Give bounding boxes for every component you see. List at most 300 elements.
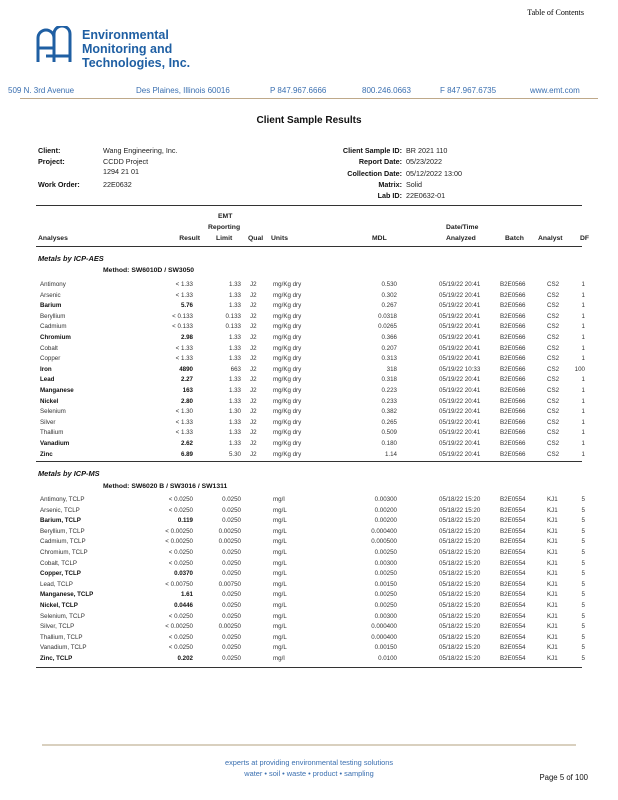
project-label: Project: bbox=[38, 157, 65, 166]
dilution-factor: 5 bbox=[581, 538, 585, 546]
table-row bbox=[0, 440, 618, 451]
matrix-label: Matrix: bbox=[378, 180, 402, 189]
reporting-limit: 1.33 bbox=[228, 418, 241, 426]
reporting-limit: 1.33 bbox=[228, 302, 241, 310]
table-row bbox=[0, 623, 618, 634]
col-datetime-1: Date/Time bbox=[446, 224, 479, 231]
result-value: < 1.33 bbox=[175, 281, 193, 288]
reporting-limit: 1.33 bbox=[228, 291, 241, 299]
emt-logo-icon bbox=[34, 26, 76, 66]
result-value: 0.0370 bbox=[174, 570, 193, 578]
footer-divider bbox=[42, 744, 576, 746]
reporting-limit: 1.33 bbox=[228, 281, 241, 288]
batch-id: B2E0554 bbox=[500, 506, 526, 514]
analyzed-datetime: 05/19/22 20:41 bbox=[439, 312, 481, 320]
mdl-value: 0.00200 bbox=[374, 517, 397, 525]
result-value: 0.119 bbox=[177, 517, 193, 525]
analyst-id: KJ1 bbox=[547, 633, 558, 641]
mdl-value: 318 bbox=[386, 365, 397, 373]
result-value: 0.202 bbox=[177, 655, 193, 662]
analyte-name: Silver bbox=[40, 418, 56, 426]
table-row bbox=[0, 507, 618, 518]
mdl-value: 0.0265 bbox=[378, 323, 397, 331]
analyzed-datetime: 05/18/22 15:20 bbox=[439, 559, 481, 567]
units: mg/L bbox=[273, 623, 287, 631]
qualifier: J2 bbox=[250, 376, 257, 384]
dilution-factor: 5 bbox=[581, 633, 585, 641]
units: mg/L bbox=[273, 538, 287, 546]
analyzed-datetime: 05/19/22 20:41 bbox=[439, 387, 481, 394]
units: mg/Kg dry bbox=[273, 387, 302, 394]
units: mg/Kg dry bbox=[273, 440, 302, 447]
dilution-factor: 1 bbox=[581, 323, 585, 331]
analyte-name: Arsenic, TCLP bbox=[40, 506, 80, 514]
analyte-name: Antimony bbox=[40, 281, 66, 288]
batch-id: B2E0566 bbox=[500, 344, 526, 352]
col-rl-3: Limit bbox=[216, 235, 233, 242]
dilution-factor: 1 bbox=[581, 387, 585, 394]
qualifier: J2 bbox=[250, 397, 257, 405]
batch-id: B2E0566 bbox=[500, 323, 526, 331]
analyst-id: CS2 bbox=[547, 281, 560, 288]
analyzed-datetime: 05/19/22 20:41 bbox=[439, 440, 481, 447]
footer-services: water • soil • waste • product • sampling bbox=[244, 769, 374, 778]
batch-id: B2E0566 bbox=[500, 418, 526, 426]
collection-date-label: Collection Date: bbox=[347, 169, 402, 178]
work-order-value: 22E0632 bbox=[103, 180, 132, 189]
table-row bbox=[0, 355, 618, 366]
section-title: Metals by ICP-AES bbox=[38, 254, 104, 263]
analyst-id: KJ1 bbox=[547, 570, 558, 578]
result-value: < 0.00250 bbox=[165, 538, 193, 546]
reporting-limit: 0.0250 bbox=[222, 570, 241, 578]
analyte-name: Nickel, TCLP bbox=[40, 602, 78, 609]
analyzed-datetime: 05/18/22 15:20 bbox=[439, 580, 481, 588]
batch-id: B2E0566 bbox=[500, 312, 526, 320]
dilution-factor: 1 bbox=[581, 376, 585, 384]
analyte-name: Nickel bbox=[40, 397, 59, 405]
mdl-value: 0.00300 bbox=[374, 559, 397, 567]
analyzed-datetime: 05/19/22 20:41 bbox=[439, 334, 481, 341]
units: mg/Kg dry bbox=[273, 334, 302, 341]
analyzed-datetime: 05/18/22 15:20 bbox=[439, 570, 481, 578]
company-line-1: Environmental bbox=[82, 28, 169, 42]
dilution-factor: 1 bbox=[581, 429, 585, 437]
analyzed-datetime: 05/19/22 20:41 bbox=[439, 376, 481, 384]
table-row bbox=[0, 549, 618, 560]
mdl-value: 0.265 bbox=[381, 418, 397, 426]
reporting-limit: 0.0250 bbox=[222, 644, 241, 652]
batch-id: B2E0554 bbox=[500, 612, 526, 620]
dilution-factor: 5 bbox=[581, 506, 585, 514]
analyte-name: Manganese, TCLP bbox=[40, 591, 94, 599]
analyte-name: Vanadium bbox=[40, 440, 70, 447]
batch-id: B2E0566 bbox=[500, 281, 526, 288]
dilution-factor: 5 bbox=[581, 655, 585, 662]
units: mg/Kg dry bbox=[273, 418, 302, 426]
batch-id: B2E0566 bbox=[500, 302, 526, 310]
analyst-id: CS2 bbox=[547, 344, 560, 352]
result-value: 2.62 bbox=[180, 440, 193, 447]
analyzed-datetime: 05/19/22 20:41 bbox=[439, 408, 481, 416]
mdl-value: 0.366 bbox=[381, 334, 397, 341]
table-row bbox=[0, 591, 618, 602]
sample-id-value: BR 2021 110 bbox=[406, 146, 448, 155]
table-row bbox=[0, 560, 618, 571]
reporting-limit: 1.33 bbox=[228, 429, 241, 437]
dilution-factor: 5 bbox=[581, 591, 585, 599]
result-value: 0.0446 bbox=[174, 602, 193, 609]
mdl-value: 0.267 bbox=[381, 302, 397, 310]
table-row bbox=[0, 602, 618, 613]
analyzed-datetime: 05/19/22 20:41 bbox=[439, 418, 481, 426]
result-value: 6.89 bbox=[180, 450, 193, 458]
units: mg/L bbox=[273, 517, 287, 525]
table-row bbox=[0, 581, 618, 592]
result-value: < 0.00250 bbox=[165, 623, 193, 631]
dilution-factor: 1 bbox=[581, 450, 585, 458]
mdl-value: 0.223 bbox=[381, 387, 397, 394]
batch-id: B2E0554 bbox=[500, 570, 526, 578]
qualifier: J2 bbox=[250, 418, 257, 426]
dilution-factor: 1 bbox=[581, 334, 585, 341]
qualifier: J2 bbox=[250, 312, 257, 320]
analyte-name: Barium, TCLP bbox=[40, 517, 81, 525]
col-analyses: Analyses bbox=[38, 235, 68, 242]
analyst-id: CS2 bbox=[547, 312, 560, 320]
batch-id: B2E0554 bbox=[500, 655, 526, 662]
col-df: DF bbox=[580, 235, 590, 242]
report-date-label: Report Date: bbox=[358, 157, 402, 166]
batch-id: B2E0566 bbox=[500, 408, 526, 416]
batch-id: B2E0554 bbox=[500, 549, 526, 556]
mdl-value: 0.530 bbox=[381, 281, 397, 288]
qualifier: J2 bbox=[250, 440, 257, 447]
analyst-id: CS2 bbox=[547, 408, 560, 416]
client-value: Wang Engineering, Inc. bbox=[103, 146, 178, 155]
table-row bbox=[0, 451, 618, 462]
qualifier: J2 bbox=[250, 334, 257, 341]
qualifier: J2 bbox=[250, 355, 257, 363]
dilution-factor: 5 bbox=[581, 496, 585, 503]
mdl-value: 0.00250 bbox=[374, 602, 397, 609]
analyst-id: KJ1 bbox=[547, 602, 558, 609]
table-row bbox=[0, 398, 618, 409]
analyte-name: Copper, TCLP bbox=[40, 570, 81, 578]
analyst-id: CS2 bbox=[547, 323, 560, 331]
dilution-factor: 1 bbox=[581, 312, 585, 320]
result-value: 1.61 bbox=[180, 591, 193, 599]
result-value: < 0.00250 bbox=[165, 527, 193, 535]
analyzed-datetime: 05/19/22 20:41 bbox=[439, 323, 481, 331]
analyst-id: CS2 bbox=[547, 387, 560, 394]
qualifier: J2 bbox=[250, 302, 257, 310]
lab-id-label: Lab ID: bbox=[377, 191, 402, 200]
dilution-factor: 1 bbox=[581, 408, 585, 416]
page-title: Client Sample Results bbox=[256, 115, 362, 126]
company-line-2: Monitoring and bbox=[82, 42, 173, 56]
mdl-value: 0.382 bbox=[381, 408, 397, 416]
batch-id: B2E0566 bbox=[500, 376, 526, 384]
result-value: < 1.33 bbox=[175, 344, 193, 352]
col-batch: Batch bbox=[505, 235, 524, 242]
table-row bbox=[0, 387, 618, 398]
analyte-name: Manganese bbox=[40, 387, 74, 394]
units: mg/Kg dry bbox=[273, 302, 302, 310]
mdl-value: 0.00150 bbox=[374, 580, 397, 588]
units: mg/L bbox=[273, 559, 287, 567]
reporting-limit: 0.00250 bbox=[218, 623, 241, 631]
result-value: < 0.0250 bbox=[168, 633, 193, 641]
mdl-value: 0.000400 bbox=[371, 527, 397, 535]
units: mg/L bbox=[273, 580, 287, 588]
analyzed-datetime: 05/18/22 15:20 bbox=[439, 506, 481, 514]
result-value: < 1.30 bbox=[175, 408, 193, 416]
analyzed-datetime: 05/18/22 15:20 bbox=[439, 549, 481, 556]
analyst-id: CS2 bbox=[547, 365, 560, 373]
client-label: Client: bbox=[38, 146, 61, 155]
qualifier: J2 bbox=[250, 365, 257, 373]
batch-id: B2E0554 bbox=[500, 527, 526, 535]
units: mg/L bbox=[273, 644, 287, 652]
result-value: < 0.00750 bbox=[165, 580, 193, 588]
batch-id: B2E0554 bbox=[500, 644, 526, 652]
dilution-factor: 1 bbox=[581, 440, 585, 447]
analyzed-datetime: 05/18/22 15:20 bbox=[439, 612, 481, 620]
units: mg/Kg dry bbox=[273, 281, 302, 288]
reporting-limit: 0.0250 bbox=[222, 591, 241, 599]
dilution-factor: 5 bbox=[581, 580, 585, 588]
reporting-limit: 0.0250 bbox=[222, 559, 241, 567]
qualifier: J2 bbox=[250, 387, 257, 394]
analyzed-datetime: 05/19/22 20:41 bbox=[439, 302, 481, 310]
result-value: 2.80 bbox=[180, 397, 193, 405]
address-bar bbox=[0, 86, 618, 98]
result-value: < 1.33 bbox=[175, 291, 193, 299]
batch-id: B2E0554 bbox=[500, 517, 526, 525]
result-value: < 0.0250 bbox=[168, 559, 193, 567]
units: mg/Kg dry bbox=[273, 323, 302, 331]
analyte-name: Thallium bbox=[40, 429, 64, 437]
batch-id: B2E0554 bbox=[500, 496, 526, 503]
batch-id: B2E0554 bbox=[500, 591, 526, 599]
analyzed-datetime: 05/18/22 15:20 bbox=[439, 591, 481, 599]
analyzed-datetime: 05/18/22 15:20 bbox=[439, 644, 481, 652]
analyst-id: KJ1 bbox=[547, 527, 558, 535]
qualifier: J2 bbox=[250, 450, 257, 458]
reporting-limit: 0.0250 bbox=[222, 517, 241, 525]
analyzed-datetime: 05/18/22 15:20 bbox=[439, 602, 481, 609]
project-value: CCDD Project bbox=[103, 157, 149, 166]
table-row bbox=[0, 345, 618, 356]
dilution-factor: 5 bbox=[581, 623, 585, 631]
batch-id: B2E0566 bbox=[500, 450, 526, 458]
mdl-value: 0.00300 bbox=[374, 612, 397, 620]
method-line: Method: SW6020 B / SW3016 / SW1311 bbox=[103, 483, 228, 490]
analyte-name: Copper bbox=[40, 355, 61, 363]
table-row bbox=[0, 292, 618, 303]
units: mg/L bbox=[273, 591, 287, 599]
result-value: < 0.0250 bbox=[168, 549, 193, 556]
units: mg/Kg dry bbox=[273, 344, 302, 352]
reporting-limit: 0.0250 bbox=[222, 496, 241, 503]
reporting-limit: 1.33 bbox=[228, 440, 241, 447]
table-row bbox=[0, 323, 618, 334]
col-rl-2: Reporting bbox=[208, 224, 241, 231]
dilution-factor: 1 bbox=[581, 418, 585, 426]
dilution-factor: 5 bbox=[581, 517, 585, 525]
analyst-id: KJ1 bbox=[547, 612, 558, 620]
mdl-value: 0.00250 bbox=[374, 591, 397, 599]
units: mg/Kg dry bbox=[273, 376, 302, 384]
analyst-id: CS2 bbox=[547, 440, 560, 447]
units: mg/Kg dry bbox=[273, 312, 302, 320]
result-value: 4890 bbox=[179, 365, 193, 373]
analyzed-datetime: 05/19/22 20:41 bbox=[439, 450, 481, 458]
analyzed-datetime: 05/18/22 15:20 bbox=[439, 633, 481, 641]
mdl-value: 0.509 bbox=[381, 429, 397, 437]
company-line-3: Technologies, Inc. bbox=[82, 56, 191, 70]
collection-date-value: 05/12/2022 13:00 bbox=[406, 169, 462, 178]
analyst-id: KJ1 bbox=[547, 506, 558, 514]
analyte-name: Barium bbox=[40, 302, 62, 310]
col-units: Units bbox=[271, 235, 288, 242]
fax-number: F 847.967.6735 bbox=[440, 86, 497, 95]
units: mg/L bbox=[273, 633, 287, 641]
dilution-factor: 5 bbox=[581, 559, 585, 567]
reporting-limit: 1.33 bbox=[228, 397, 241, 405]
units: mg/Kg dry bbox=[273, 365, 302, 373]
analyte-name: Arsenic bbox=[40, 291, 61, 299]
project-number: 1294 21 01 bbox=[103, 167, 139, 176]
analyte-name: Zinc bbox=[40, 450, 53, 458]
reporting-limit: 1.33 bbox=[228, 334, 241, 341]
analyst-id: CS2 bbox=[547, 302, 560, 310]
table-row bbox=[0, 376, 618, 387]
header-rule bbox=[36, 246, 582, 247]
analyte-name: Cadmium, TCLP bbox=[40, 538, 86, 546]
analyte-name: Vanadium, TCLP bbox=[40, 644, 87, 652]
website-link[interactable]: www.emt.com bbox=[530, 86, 580, 95]
analyzed-datetime: 05/19/22 20:41 bbox=[439, 397, 481, 405]
qualifier: J2 bbox=[250, 291, 257, 299]
page-number: Page 5 of 100 bbox=[539, 773, 588, 782]
result-value: < 0.0250 bbox=[168, 612, 193, 620]
analyst-id: KJ1 bbox=[547, 538, 558, 546]
result-value: < 0.0250 bbox=[168, 506, 193, 514]
units: mg/l bbox=[273, 496, 285, 503]
units: mg/Kg dry bbox=[273, 408, 302, 416]
col-result: Result bbox=[179, 235, 200, 242]
col-mdl: MDL bbox=[372, 235, 387, 242]
units: mg/Kg dry bbox=[273, 355, 302, 363]
dilution-factor: 1 bbox=[581, 355, 585, 363]
dilution-factor: 5 bbox=[581, 602, 585, 609]
batch-id: B2E0566 bbox=[500, 397, 526, 405]
units: mg/L bbox=[273, 549, 287, 556]
batch-id: B2E0554 bbox=[500, 602, 526, 609]
reporting-limit: 1.30 bbox=[228, 408, 241, 416]
units: mg/Kg dry bbox=[273, 397, 302, 405]
mdl-value: 0.302 bbox=[381, 291, 397, 299]
mdl-value: 0.313 bbox=[381, 355, 397, 363]
header-divider bbox=[20, 98, 598, 99]
analyte-name: Thallium, TCLP bbox=[40, 633, 83, 641]
reporting-limit: 0.0250 bbox=[222, 602, 241, 609]
toll-free-number: 800.246.0663 bbox=[362, 86, 411, 95]
analyte-name: Antimony, TCLP bbox=[40, 496, 85, 503]
batch-id: B2E0566 bbox=[500, 429, 526, 437]
mdl-value: 0.318 bbox=[381, 376, 397, 384]
batch-id: B2E0554 bbox=[500, 580, 526, 588]
result-value: 2.27 bbox=[180, 376, 193, 384]
table-row bbox=[0, 281, 618, 292]
mdl-value: 1.14 bbox=[384, 450, 397, 458]
analyte-name: Cobalt bbox=[40, 344, 58, 352]
table-row bbox=[0, 655, 618, 666]
mdl-value: 0.00250 bbox=[374, 549, 397, 556]
analyzed-datetime: 05/18/22 15:20 bbox=[439, 527, 481, 535]
table-row bbox=[0, 302, 618, 313]
dilution-factor: 5 bbox=[581, 612, 585, 620]
reporting-limit: 0.0250 bbox=[222, 549, 241, 556]
analyzed-datetime: 05/18/22 15:20 bbox=[439, 517, 481, 525]
result-value: < 1.33 bbox=[175, 429, 193, 437]
batch-id: B2E0554 bbox=[500, 633, 526, 641]
analyzed-datetime: 05/18/22 15:20 bbox=[439, 655, 481, 662]
table-row bbox=[0, 517, 618, 528]
qualifier: J2 bbox=[250, 323, 257, 331]
analyte-name: Lead bbox=[40, 376, 55, 384]
col-qual: Qual bbox=[248, 235, 264, 242]
analyst-id: KJ1 bbox=[547, 496, 558, 503]
dilution-factor: 1 bbox=[581, 302, 585, 310]
batch-id: B2E0566 bbox=[500, 291, 526, 299]
col-analyst: Analyst bbox=[538, 235, 563, 242]
table-row bbox=[0, 313, 618, 324]
analyst-id: KJ1 bbox=[547, 591, 558, 599]
section-title: Metals by ICP-MS bbox=[38, 469, 100, 478]
result-value: < 0.133 bbox=[172, 323, 193, 331]
batch-id: B2E0554 bbox=[500, 623, 526, 631]
units: mg/Kg dry bbox=[273, 429, 302, 437]
analyst-id: KJ1 bbox=[547, 559, 558, 567]
analyzed-datetime: 05/19/22 20:41 bbox=[439, 355, 481, 363]
result-value: 5.76 bbox=[180, 302, 193, 310]
dilution-factor: 1 bbox=[581, 281, 585, 288]
reporting-limit: 1.33 bbox=[228, 344, 241, 352]
reporting-limit: 0.0250 bbox=[222, 506, 241, 514]
table-row bbox=[0, 634, 618, 645]
table-row bbox=[0, 570, 618, 581]
qualifier: J2 bbox=[250, 344, 257, 352]
table-row bbox=[0, 334, 618, 345]
mdl-value: 0.000400 bbox=[371, 633, 397, 641]
batch-id: B2E0554 bbox=[500, 559, 526, 567]
result-value: < 0.0250 bbox=[168, 644, 193, 652]
dilution-factor: 1 bbox=[581, 344, 585, 352]
matrix-value: Solid bbox=[406, 180, 422, 189]
analyst-id: KJ1 bbox=[547, 655, 558, 662]
lab-id-value: 22E0632-01 bbox=[406, 191, 446, 200]
sample-id-label: Client Sample ID: bbox=[342, 146, 402, 155]
table-row bbox=[0, 419, 618, 430]
table-of-contents-link[interactable]: Table of Contents bbox=[527, 8, 584, 17]
analyzed-datetime: 05/18/22 15:20 bbox=[439, 623, 481, 631]
analyzed-datetime: 05/19/22 20:41 bbox=[439, 281, 481, 288]
table-row bbox=[0, 408, 618, 419]
table-row bbox=[0, 528, 618, 539]
